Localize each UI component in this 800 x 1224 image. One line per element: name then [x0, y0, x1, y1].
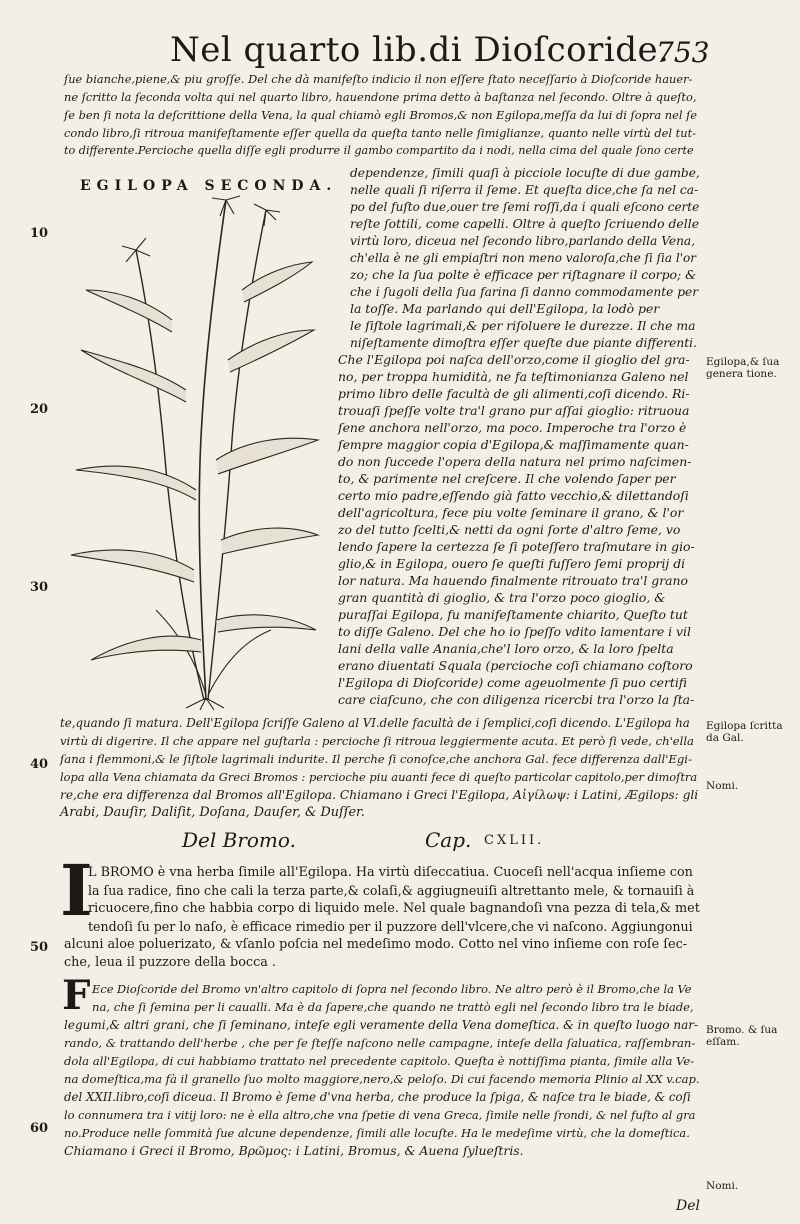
text-line: no.Produce nelle ſommità ſue alcune dependenze, ſimili alle locuſte. Ha le medeſime virtù, che la domeſtica. — [64, 1126, 690, 1140]
catchword: Del — [676, 1198, 700, 1214]
text-line: condo libro,ſi ritroua manifeſtamente eſſer quella da queſta tanto nelle ſimiglianze, quanto nelle virtù del tut- — [64, 126, 696, 140]
text-line: erano diuentati Squala (percioche coſi chiamano coſtoro — [338, 658, 693, 673]
line-number: 10 — [30, 226, 49, 241]
text-line: lendo ſapere la certezza ſe ſi poteſſero traſmutare in gio- — [338, 539, 695, 554]
text-line: ſana i flemmoni,& le ſiſtole lagrimali indurite. Il perche ſi conoſce,che anchora Gal. fece differenza dall'Egi- — [60, 752, 692, 766]
text-line: Chiamano i Greci il Bromo, Βρῶμος: i Latini, Bromus, & Auena ſylueſtris. — [64, 1143, 524, 1158]
line-number: 50 — [30, 940, 49, 955]
side-note: Bromo. & ſua eſſam. — [706, 1024, 778, 1048]
text-line: dependenze, ſimili quaſi à picciole locuſte di due gambe, — [350, 166, 700, 180]
text-line: gran quantità di gioglio, & tra l'orzo poco gioglio, & — [338, 590, 666, 605]
text-line: lani della valle Anania,che'l loro orzo, & la loro ſpelta — [338, 641, 674, 656]
text-line: re,che era differenza dal Bromos all'Egilopa. Chiamano i Greci l'Egilopa, Αἰγίλωψ: i Latini, Ægilops: gli — [60, 788, 699, 802]
text-line: dola all'Egilopa, di cui habbiamo trattato nel precedente capitolo. Queſta è nottiſſima pianta, ſimile alla Ve- — [64, 1054, 695, 1068]
text-line: to differente.Percioche quella diſſe egli produrre il gambo compartito da i nodi, nella cima del quale ſono certe — [64, 144, 694, 157]
text-line: Arabi, Dauſir, Daliſit, Doſana, Dauſer, & Duſſer. — [60, 805, 365, 820]
text-line: che i ſugoli della ſua farina ſi danno commodamente per — [350, 285, 699, 299]
text-line: lopa alla Vena chiamata da Greci Bromos : percioche piu auanti fece di queſto particolar capitolo,per dimoſtra — [60, 770, 698, 784]
text-line: la toſſe. Ma parlando qui dell'Egilopa, la lodò per — [350, 301, 660, 316]
text-line: lor natura. Ma hauendo finalmente ritrouato tra'l grano — [338, 573, 688, 588]
text-line: L BROMO è vna herba ſimile all'Egilopa. Ha virtù diſeccatiua. Cuoceſi nell'acqua inſieme con — [88, 865, 693, 880]
drop-cap: F — [62, 972, 91, 1019]
text-line: to, & parimente nel creſcere. Il che volendo ſaper per — [338, 471, 676, 486]
text-line: Che l'Egilopa poi naſca dell'orzo,come il gioglio del gra- — [338, 352, 690, 367]
side-note: Nomi. — [706, 1180, 739, 1192]
side-note: Egilopa,& ſua genera tione. — [706, 356, 780, 380]
line-number: 40 — [30, 757, 49, 772]
line-number: 30 — [30, 580, 49, 595]
text-line: zo del tutto ſcelti,& netti da ogni ſorte d'altro ſeme, vo — [338, 522, 681, 537]
text-line: trouaſi ſpeſſe volte tra'l grano pur aſſai gioglio: ritruoua — [338, 403, 690, 418]
text-line: na, che ſi ſemina per li caualli. Ma è da ſapere,che quando ne trattò egli nel ſecondo libro tra le biade, — [92, 1000, 694, 1014]
text-line: lo connumera tra i vitij loro: ne è ella altro,che vna ſpetie di vena Greca, ſimile nelle ſrondi, & nel fuſto al gra — [64, 1108, 696, 1122]
text-line: nelle quali ſi riſerra il ſeme. Et queſta dice,che ſa nel ca- — [350, 183, 699, 197]
text-line: do non ſuccede l'opera della natura nel primo naſcimen- — [338, 454, 692, 469]
text-line: certo mio padre,eſſendo già fatto vecchio,& dilettandoſi — [338, 488, 689, 503]
chapter-label: Cap. — [425, 828, 472, 852]
text-line: puraſſai Egilopa, fu manifeſtamente chiarito, Queſto tut — [338, 607, 688, 622]
text-line: che, leua il puzzore della bocca . — [64, 955, 276, 970]
text-line: tendoſi ſu per lo naſo, è efficace rimedio per il puzzore dell'vlcere,che vi naſcono. Aggiungonui — [88, 919, 693, 934]
text-line: del XXII.libro,coſi diceua. Il Bromo è ſeme d'vna herba, che produce la ſpiga, & naſce tra le biade, & coſi — [64, 1090, 691, 1104]
text-line: care ciaſcuno, che con diligenza ricercbi tra l'orzo la ſta- — [338, 692, 695, 707]
text-line: alcuni aloe poluerizato, & vſanlo poſcia nel medeſimo modo. Cotto nel vino inſieme con roſe ſec- — [64, 937, 688, 952]
text-line: glio,& in Egilopa, ouero ſe queſti fuſſero ſemi proprij di — [338, 556, 686, 571]
text-line: no, per troppa humidità, ne fa teſtimonianza Galeno nel — [338, 369, 689, 384]
text-line: na domeſtica,ma fà il granello ſuo molto maggiore,nero,& peloſo. Di cui facendo memoria Plinio al XX v.cap. — [64, 1072, 700, 1086]
text-line: to diſſe Galeno. Del che ho io ſpeſſo vdito lamentare i vil — [338, 624, 691, 639]
text-line: primo libro delle facultà de gli alimenti,coſi dicendo. Ri- — [338, 386, 690, 401]
plant-caption: EGILOPA SECONDA. — [80, 178, 338, 194]
running-title: Nel quarto lib.di Dioſcoride. — [170, 30, 670, 70]
text-line: ne ſcritto la ſeconda volta qui nel quarto libro, hauendone prima detto à baſtanza nel ſecondo. Oltre à queſto, — [64, 90, 697, 104]
text-line: zo; che la ſua polte è efficace per riſtagnare il corpo; & — [350, 267, 697, 282]
text-line: niſeſtamente dimoſtra eſſer queſte due piante differenti. — [350, 336, 697, 350]
text-line: le ſiſtole lagrimali,& per riſoluere le durezze. Il che ma — [350, 318, 696, 333]
text-line: reſte ſottili, come capelli. Oltre à queſto ſcriuendo delle — [350, 216, 700, 231]
line-number: 60 — [30, 1121, 49, 1136]
text-line: l'Egilopa di Dioſcoride) come ageuolmente ſi puo certifi — [338, 675, 688, 690]
chapter-number: CXLII. — [484, 833, 545, 848]
text-line: ſe ben ſi nota la deſcrittione della Vena, la qual chiamò egli Bromos,& non Egilopa,meſſa da lui di ſopra nel ſe — [64, 108, 698, 122]
drop-cap: I — [60, 849, 93, 932]
text-line: te,quando ſi matura. Dell'Egilopa ſcriſſe Galeno al VI.delle facultà de i ſemplici,coſi dicendo. L'Egilopa ha — [60, 716, 690, 730]
section-title: Del Bromo. — [182, 828, 296, 852]
folio-number: 753 — [656, 36, 710, 69]
text-line: ſene anchora nell'orzo, ma poco. Imperoche tra l'orzo è — [338, 420, 687, 435]
text-line: po del fuſto due,ouer tre ſemi roſſi,da i quali eſcono certe — [350, 200, 700, 214]
text-line: ſempre maggior copia d'Egilopa,& maſſimamente quan- — [338, 437, 689, 452]
egilopa-plant-illustration — [56, 190, 326, 710]
text-line: ſue bianche,piene,& piu groſſe. Del che dà manifeſto indicio il non eſſere ſtato neceſſario à Dioſcoride hauer- — [64, 72, 693, 86]
text-line: virtù di digerire. Il che appare nel guſtarla : percioche ſi ritroua leggiermente acuta. Et però ſi vede, ch'ella — [60, 734, 694, 748]
side-note: Nomi. — [706, 780, 739, 792]
text-line: ricuocere,fino che habbia corpo di liquido mele. Nel quale bagnandoſi vna pezza di tela,& met — [88, 901, 700, 916]
side-note: Egilopa ſcritta da Gal. — [706, 720, 783, 744]
text-line: rando, & trattando dell'herbe , che per ſe ſteſſe naſcono nelle campagne, inteſe della ſaluatica, raſſembran- — [64, 1036, 696, 1050]
text-line: Ece Dioſcoride del Bromo vn'altro capitolo di ſopra nel ſecondo libro. Ne altro però è il Bromo,che la Ve — [92, 982, 692, 996]
text-line: ch'ella è ne gli empiaſtri non meno valoroſa,che ſi ſia l'or — [350, 251, 696, 265]
text-line: virtù loro, diceua nel ſecondo libro,parlando della Vena, — [350, 234, 696, 248]
line-number: 20 — [30, 402, 49, 417]
text-line: la ſua radice, fino che cali la terza parte,& colaſi,& aggiugneuiſi altrettanto mele, & tornauiſi à — [88, 883, 695, 898]
text-line: dell'agricoltura, fece piu volte ſeminare il grano, & l'or — [338, 505, 684, 520]
text-line: legumi,& altri grani, che ſi ſeminano, inteſe egli veramente della Vena domeſtica. & in queſto luogo nar- — [64, 1018, 699, 1032]
